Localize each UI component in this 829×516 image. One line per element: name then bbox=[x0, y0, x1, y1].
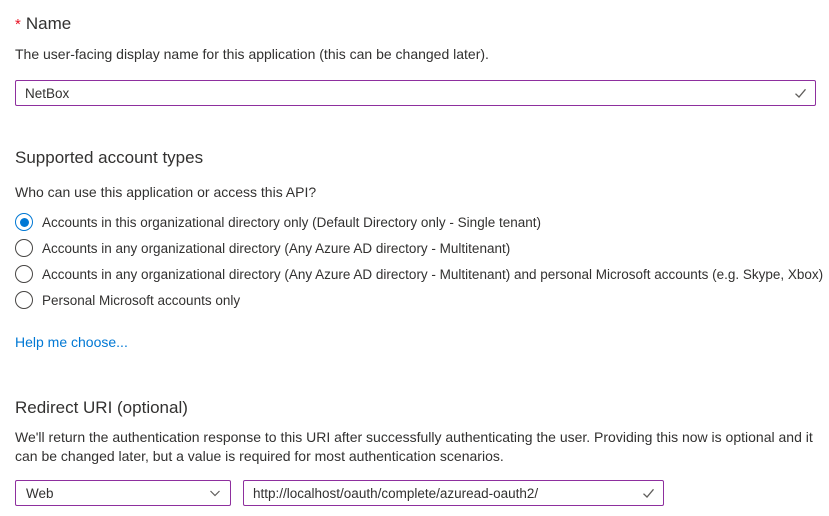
redirect-uri-section-title: Redirect URI (optional) bbox=[15, 398, 188, 417]
name-input[interactable] bbox=[15, 80, 816, 106]
radio-option-label: Accounts in this organizational directory only (Default Directory only - Single tenant) bbox=[42, 214, 541, 230]
account-types-question: Who can use this application or access this API? bbox=[15, 184, 317, 200]
redirect-uri-controls bbox=[15, 480, 816, 506]
radio-option-multitenant-personal[interactable] bbox=[15, 261, 824, 287]
radio-option-personal-only[interactable] bbox=[15, 287, 816, 313]
redirect-uri-input[interactable] bbox=[243, 480, 664, 506]
radio-button-icon[interactable] bbox=[15, 265, 33, 283]
required-marker: * bbox=[15, 16, 21, 33]
name-input-wrap bbox=[15, 80, 816, 106]
name-section-title-text: Name bbox=[25, 14, 72, 33]
name-section-title bbox=[15, 12, 816, 36]
radio-option-multitenant[interactable] bbox=[15, 235, 816, 261]
platform-select-value: Web bbox=[26, 485, 54, 501]
account-types-section-title: Supported account types bbox=[15, 148, 204, 167]
chevron-down-icon bbox=[208, 486, 222, 500]
redirect-uri-description: We'll return the authentication response to this URI after successfully authenticating the user. Providing this now is optional and it can be changed later, but a value is required for most authentication scenarios. bbox=[15, 429, 813, 464]
radio-option-label: Personal Microsoft accounts only bbox=[42, 292, 241, 308]
radio-option-label: Accounts in any organizational directory (Any Azure AD directory - Multitenant) and personal Microsoft accounts (e.g. Skype, Xbox) bbox=[42, 266, 824, 282]
radio-button-icon[interactable] bbox=[15, 213, 33, 231]
help-me-choose-link[interactable]: Help me choose... bbox=[15, 334, 128, 350]
radio-option-label: Accounts in any organizational directory (Any Azure AD directory - Multitenant) bbox=[42, 240, 511, 256]
radio-option-single-tenant[interactable] bbox=[15, 209, 816, 235]
account-types-radio-group bbox=[15, 209, 824, 313]
radio-button-icon[interactable] bbox=[15, 239, 33, 257]
platform-select[interactable] bbox=[15, 480, 231, 506]
radio-button-icon[interactable] bbox=[15, 291, 33, 309]
redirect-uri-input-wrap bbox=[243, 480, 664, 506]
name-description: The user-facing display name for this application (this can be changed later). bbox=[15, 46, 489, 62]
